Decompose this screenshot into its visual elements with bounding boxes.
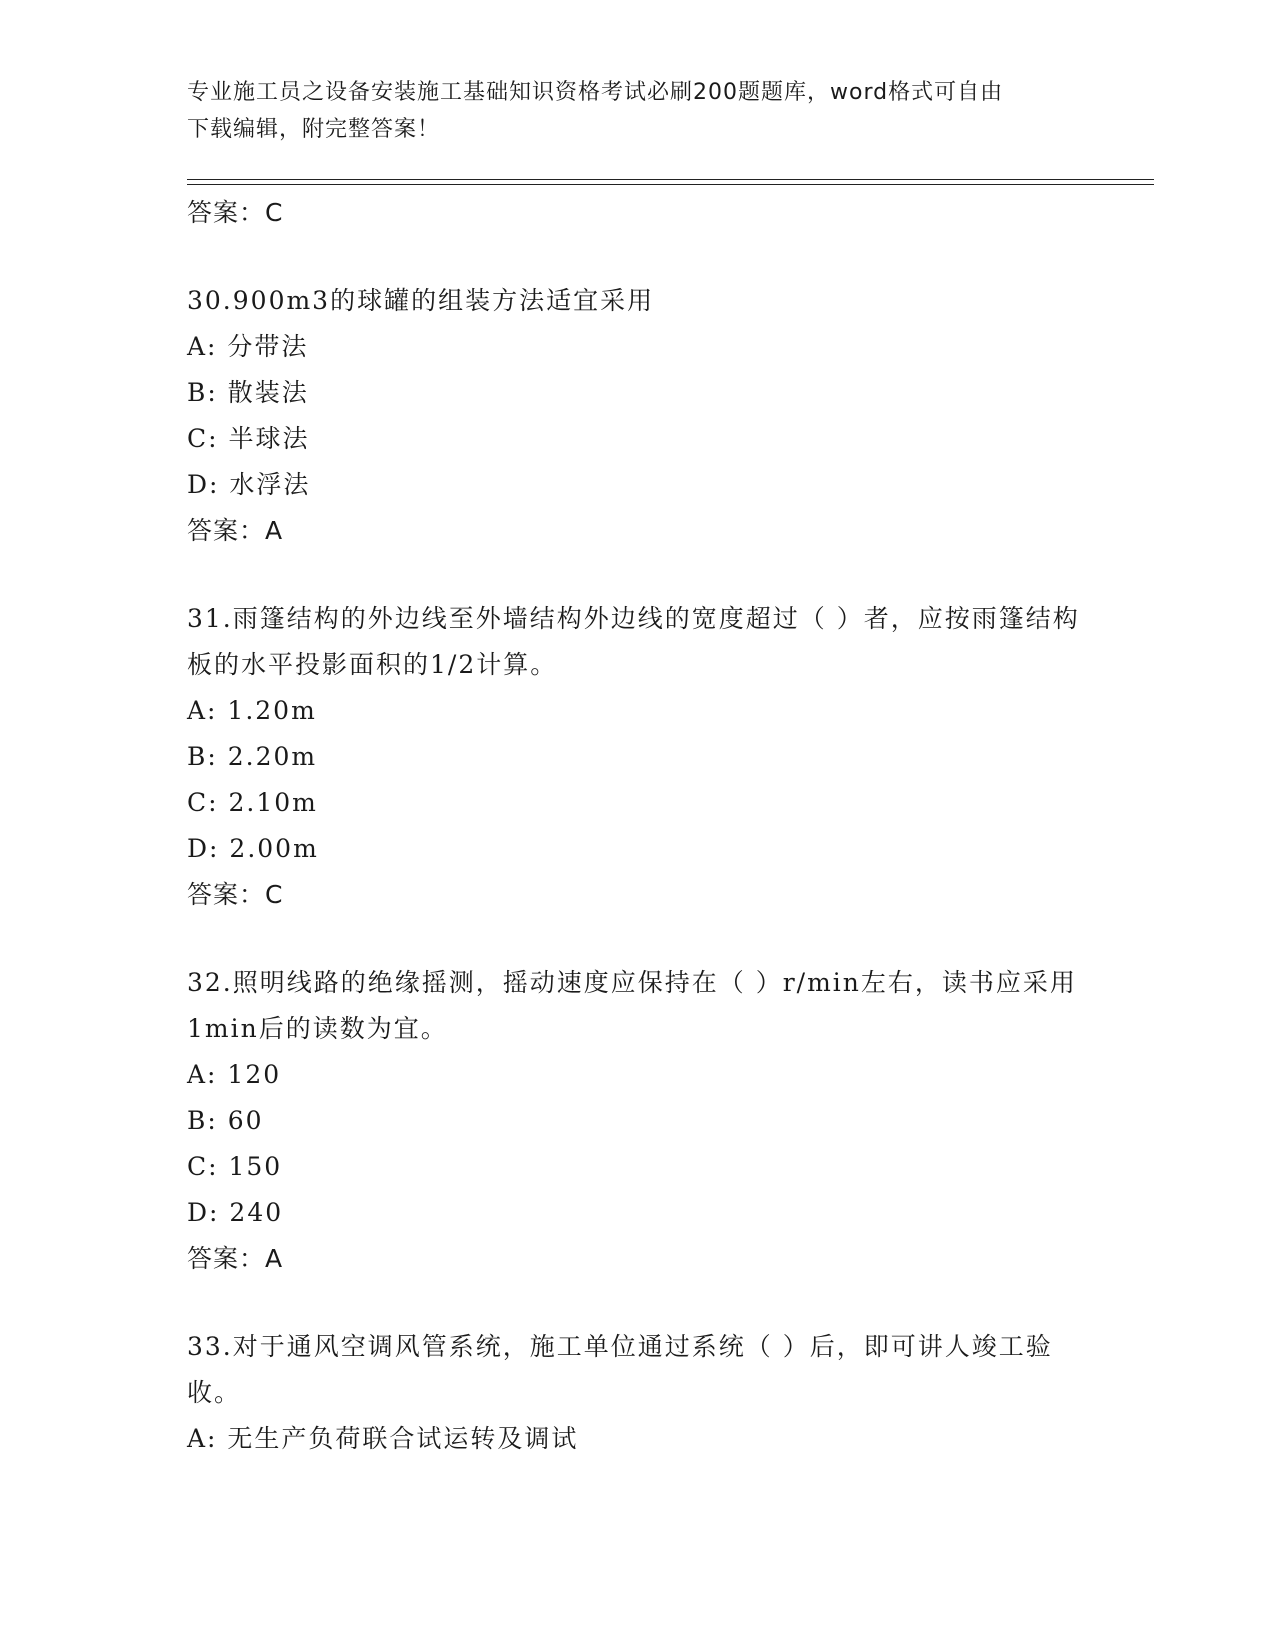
- answer-line: 答案：C: [187, 880, 284, 909]
- option-d: D: 240: [187, 1198, 284, 1227]
- option-b: B: 2.20m: [187, 742, 318, 771]
- option-b: B: 60: [187, 1106, 264, 1135]
- question-text: 32.照明线路的绝缘摇测，摇动速度应保持在（ ）r/min左右，读书应采用1min后的读数为宜。: [187, 968, 1077, 1043]
- option-d: D: 2.00m: [187, 834, 319, 863]
- header-divider-top: [187, 179, 1154, 180]
- option-c: C: 2.10m: [187, 788, 318, 817]
- previous-answer: 答案：C: [187, 198, 284, 227]
- question-31: [187, 596, 1087, 960]
- option-c: C: 150: [187, 1152, 283, 1181]
- answer-line: 答案：A: [187, 516, 284, 545]
- option-b: B: 散装法: [187, 378, 309, 407]
- question-list: [187, 190, 1087, 1462]
- option-a: A: 1.20m: [187, 696, 317, 725]
- option-d: D: 水浮法: [187, 470, 311, 499]
- question-33: [187, 1324, 1087, 1462]
- option-a: A: 分带法: [187, 332, 309, 361]
- option-c: C: 半球法: [187, 424, 310, 453]
- header-divider-bottom: [187, 184, 1154, 185]
- question-32: [187, 960, 1087, 1324]
- option-a: A: 120: [187, 1060, 282, 1089]
- question-text: 33.对于通风空调风管系统，施工单位通过系统（ ）后，即可讲人竣工验收。: [187, 1332, 1053, 1407]
- header-line-1: 专业施工员之设备安装施工基础知识资格考试必刷200题题库，word格式可自由: [187, 80, 1004, 105]
- document-header: [187, 74, 1087, 148]
- question-text: 31.雨篷结构的外边线至外墙结构外边线的宽度超过（ ）者，应按雨篷结构板的水平投影面积的1/2计算。: [187, 604, 1080, 679]
- question-text: 30.900m3的球罐的组装方法适宜采用: [187, 286, 655, 315]
- option-a: A: 无生产负荷联合试运转及调试: [187, 1424, 579, 1453]
- header-line-2: 下载编辑，附完整答案！: [187, 117, 441, 142]
- answer-line: 答案：A: [187, 1244, 284, 1273]
- question-30: [187, 278, 1087, 596]
